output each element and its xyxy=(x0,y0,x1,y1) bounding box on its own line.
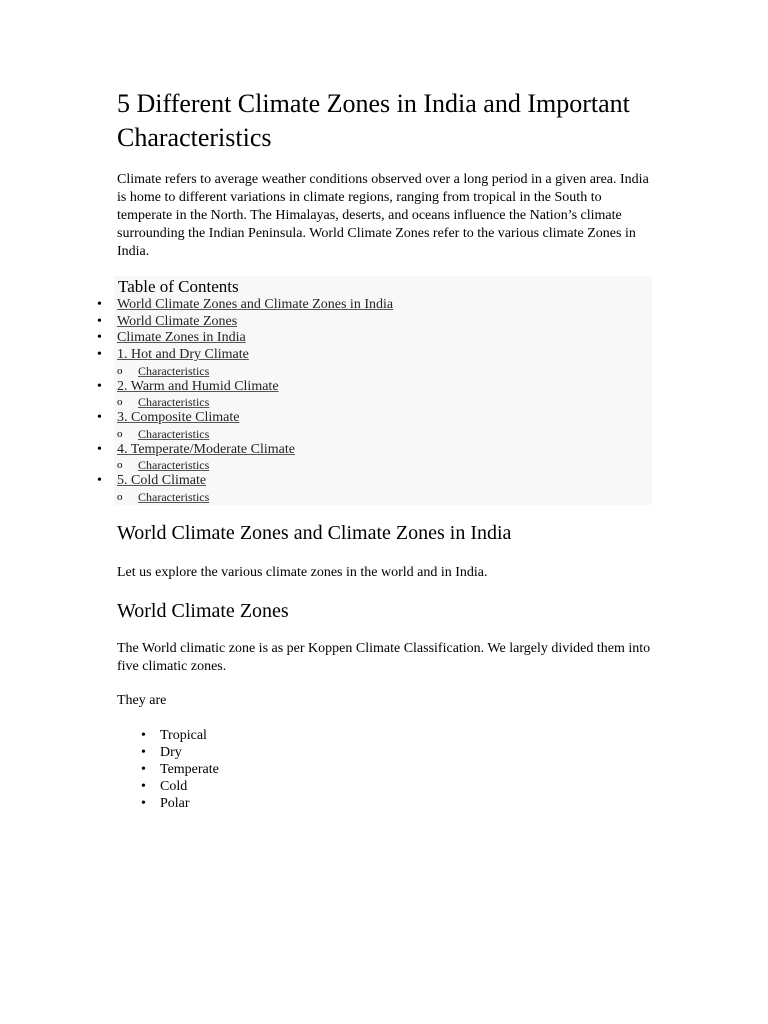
toc-subitem-characteristics xyxy=(138,363,209,379)
section-paragraph: Let us explore the various climate zones in the world and in India. xyxy=(117,565,488,580)
list-item: • Cold xyxy=(160,778,219,795)
list-item: • Dry xyxy=(160,744,219,761)
toc-link[interactable]: 2. Warm and Humid Climate xyxy=(117,379,279,394)
intro-paragraph: Climate refers to average weather conditions observed over a long period in a given area. India is home to different variations in climate regions, ranging from tropical in the South to temperate in the North. The Himalayas, deserts, and oceans influence the Nation’s climate surrounding the Indian Peninsula. World Climate Zones refer to the various climate Zones in India. xyxy=(117,172,649,259)
toc-heading: Table of Contents xyxy=(118,277,239,296)
section-heading-world-climate-zones: World Climate Zones xyxy=(117,600,289,622)
toc-link[interactable]: 1. Hot and Dry Climate xyxy=(117,347,249,362)
toc-link[interactable]: 5. Cold Climate xyxy=(117,473,207,488)
toc-item-climate-zones-india xyxy=(117,330,246,346)
toc-link[interactable]: 4. Temperate/Moderate Climate xyxy=(117,442,295,457)
section-paragraph: The World climatic zone is as per Koppen Climate Classification. We largely divided them into five climatic zones. xyxy=(117,641,651,674)
toc-link[interactable]: Characteristics xyxy=(138,427,210,441)
toc-link[interactable]: World Climate Zones xyxy=(117,314,238,329)
table-of-contents xyxy=(114,276,652,505)
toc-subitem-characteristics xyxy=(138,489,209,505)
toc-link[interactable]: Characteristics xyxy=(138,490,210,504)
list-item: • Tropical xyxy=(160,727,219,744)
toc-link[interactable]: Characteristics xyxy=(138,458,210,472)
toc-item-warm-humid xyxy=(117,379,279,395)
toc-item-temperate-moderate xyxy=(117,442,295,458)
climate-zone-list xyxy=(160,727,219,812)
list-item: • Temperate xyxy=(160,761,219,778)
toc-link[interactable]: 3. Composite Climate xyxy=(117,410,240,425)
toc-subitem-characteristics xyxy=(138,394,209,410)
toc-link[interactable]: Climate Zones in India xyxy=(117,330,246,345)
toc-link[interactable]: Characteristics xyxy=(138,364,210,378)
toc-item-world-and-india xyxy=(117,297,393,313)
section-heading-world-and-india: World Climate Zones and Climate Zones in India xyxy=(117,522,512,544)
toc-item-hot-dry xyxy=(117,347,249,363)
list-lead-text: They are xyxy=(117,693,167,708)
toc-link[interactable]: World Climate Zones and Climate Zones in India xyxy=(117,297,394,312)
page-title: 5 Different Climate Zones in India and Important Characteristics xyxy=(117,89,630,152)
toc-subitem-characteristics xyxy=(138,457,209,473)
toc-item-world-climate-zones xyxy=(117,314,237,330)
toc-item-composite xyxy=(117,410,240,426)
toc-link[interactable]: Characteristics xyxy=(138,395,210,409)
list-item: • Polar xyxy=(160,795,219,812)
toc-item-cold xyxy=(117,473,206,489)
toc-subitem-characteristics xyxy=(138,426,209,442)
